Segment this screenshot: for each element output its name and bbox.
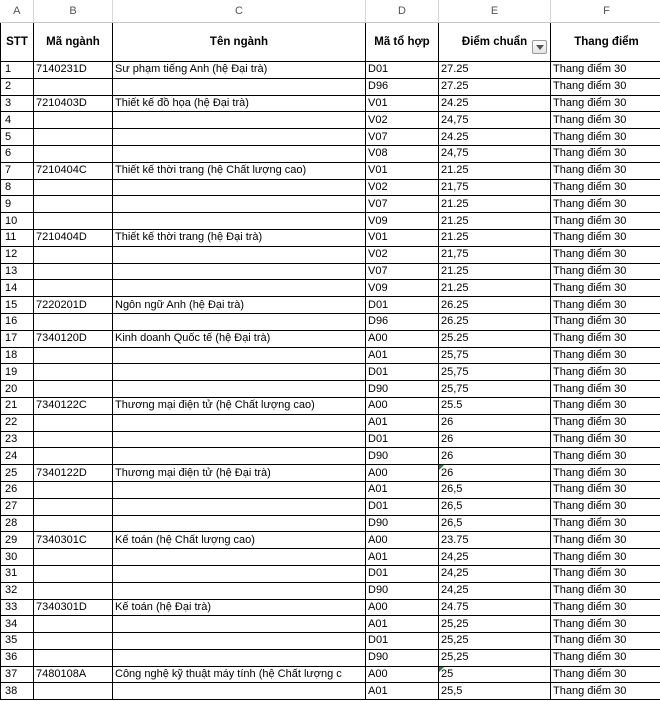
cell-stt[interactable]: 26 <box>1 481 34 498</box>
cell-stt[interactable]: 35 <box>1 633 34 650</box>
cell-ten-nganh[interactable] <box>113 649 366 666</box>
cell-thang-diem[interactable]: Thang điểm 30 <box>551 515 660 532</box>
cell-ma-nganh[interactable] <box>34 112 113 129</box>
cell-diem-chuan[interactable]: 24,75 <box>439 145 551 162</box>
cell-ma-nganh[interactable] <box>34 78 113 95</box>
cell-ma-to-hop[interactable]: V09 <box>366 213 439 230</box>
cell-thang-diem[interactable]: Thang điểm 30 <box>551 129 660 146</box>
table-row <box>1 582 660 599</box>
cell-thang-diem[interactable]: Thang điểm 30 <box>551 213 660 230</box>
cell-thang-diem[interactable]: Thang điểm 30 <box>551 565 660 582</box>
cell-thang-diem[interactable]: Thang điểm 30 <box>551 381 660 398</box>
cell-thang-diem[interactable]: Thang điểm 30 <box>551 683 660 700</box>
column-letter-row <box>1 0 660 23</box>
cell-thang-diem[interactable]: Thang điểm 30 <box>551 112 660 129</box>
table-row <box>1 162 660 179</box>
cell-ten-nganh[interactable] <box>113 549 366 566</box>
cell-ten-nganh[interactable] <box>113 582 366 599</box>
cell-diem-chuan[interactable]: 26,5 <box>439 515 551 532</box>
cell-stt[interactable]: 37 <box>1 666 34 683</box>
cell-thang-diem[interactable]: Thang điểm 30 <box>551 649 660 666</box>
cell-ma-nganh[interactable] <box>34 431 113 448</box>
table-row <box>1 381 660 398</box>
cell-ma-to-hop[interactable]: A00 <box>366 330 439 347</box>
cell-ma-nganh[interactable]: 7340122D <box>34 465 113 482</box>
cell-diem-chuan[interactable]: 24,25 <box>439 565 551 582</box>
cell-ma-nganh[interactable] <box>34 649 113 666</box>
cell-stt[interactable]: 14 <box>1 280 34 297</box>
cell-stt[interactable]: 29 <box>1 532 34 549</box>
cell-diem-chuan[interactable]: 25 <box>439 666 551 683</box>
cell-diem-chuan[interactable]: 26 <box>439 431 551 448</box>
cell-diem-chuan[interactable]: 26,5 <box>439 498 551 515</box>
cell-diem-chuan[interactable]: 25,25 <box>439 633 551 650</box>
cell-stt[interactable]: 28 <box>1 515 34 532</box>
cell-ma-nganh[interactable]: 7340122C <box>34 397 113 414</box>
cell-thang-diem[interactable]: Thang điểm 30 <box>551 431 660 448</box>
cell-stt[interactable]: 2 <box>1 78 34 95</box>
cell-stt[interactable]: 16 <box>1 313 34 330</box>
cell-ten-nganh[interactable] <box>113 145 366 162</box>
cell-ma-nganh[interactable] <box>34 582 113 599</box>
cell-ma-to-hop[interactable]: D90 <box>366 448 439 465</box>
cell-ma-to-hop[interactable]: V02 <box>366 112 439 129</box>
header-ma-to-hop[interactable]: Mã tổ hợp <box>366 23 439 62</box>
cell-ma-to-hop[interactable]: D90 <box>366 381 439 398</box>
cell-stt[interactable]: 18 <box>1 347 34 364</box>
table-row <box>1 515 660 532</box>
table-row <box>1 465 660 482</box>
cell-thang-diem[interactable]: Thang điểm 30 <box>551 330 660 347</box>
cell-diem-chuan[interactable]: 21,75 <box>439 179 551 196</box>
cell-stt[interactable]: 7 <box>1 162 34 179</box>
cell-diem-chuan[interactable]: 26.25 <box>439 297 551 314</box>
cell-ma-nganh[interactable] <box>34 414 113 431</box>
cell-ma-to-hop[interactable]: A01 <box>366 347 439 364</box>
header-stt[interactable]: STT <box>1 23 34 62</box>
cell-ma-to-hop[interactable]: A00 <box>366 397 439 414</box>
cell-ma-to-hop[interactable]: A00 <box>366 465 439 482</box>
cell-ma-nganh[interactable] <box>34 145 113 162</box>
cell-ma-nganh[interactable] <box>34 498 113 515</box>
cell-ten-nganh[interactable] <box>113 448 366 465</box>
cell-ma-to-hop[interactable]: A01 <box>366 616 439 633</box>
header-ma-nganh[interactable]: Mã ngành <box>34 23 113 62</box>
cell-diem-chuan[interactable]: 21.25 <box>439 213 551 230</box>
cell-ten-nganh[interactable] <box>113 112 366 129</box>
cell-ten-nganh[interactable] <box>113 246 366 263</box>
cell-ma-nganh[interactable] <box>34 313 113 330</box>
cell-thang-diem[interactable]: Thang điểm 30 <box>551 414 660 431</box>
cell-stt[interactable]: 22 <box>1 414 34 431</box>
cell-diem-chuan[interactable]: 24,25 <box>439 582 551 599</box>
cell-stt[interactable]: 32 <box>1 582 34 599</box>
cell-thang-diem[interactable]: Thang điểm 30 <box>551 582 660 599</box>
table-row <box>1 414 660 431</box>
cell-diem-chuan[interactable]: 25.5 <box>439 397 551 414</box>
cell-stt[interactable]: 12 <box>1 246 34 263</box>
cell-ma-to-hop[interactable]: V07 <box>366 129 439 146</box>
cell-stt[interactable]: 13 <box>1 263 34 280</box>
cell-ten-nganh[interactable] <box>113 498 366 515</box>
cell-diem-chuan[interactable]: 25,75 <box>439 381 551 398</box>
table-row <box>1 498 660 515</box>
cell-ma-to-hop[interactable]: D90 <box>366 515 439 532</box>
cell-thang-diem[interactable]: Thang điểm 30 <box>551 599 660 616</box>
cell-ten-nganh[interactable] <box>113 633 366 650</box>
cell-ma-nganh[interactable] <box>34 280 113 297</box>
cell-stt[interactable]: 36 <box>1 649 34 666</box>
cell-diem-chuan[interactable]: 24.25 <box>439 129 551 146</box>
table-row <box>1 179 660 196</box>
cell-ma-to-hop[interactable]: D96 <box>366 313 439 330</box>
cell-thang-diem[interactable]: Thang điểm 30 <box>551 347 660 364</box>
table-row <box>1 313 660 330</box>
cell-ten-nganh[interactable] <box>113 347 366 364</box>
cell-stt[interactable]: 11 <box>1 229 34 246</box>
cell-diem-chuan[interactable]: 21.25 <box>439 229 551 246</box>
header-ten-nganh[interactable]: Tên ngành <box>113 23 366 62</box>
table-row <box>1 347 660 364</box>
cell-stt[interactable]: 34 <box>1 616 34 633</box>
cell-stt[interactable]: 25 <box>1 465 34 482</box>
cell-diem-chuan[interactable]: 25,25 <box>439 649 551 666</box>
cell-ten-nganh[interactable]: Thiết kế thời trang (hệ Chất lượng cao) <box>113 162 366 179</box>
cell-stt[interactable]: 6 <box>1 145 34 162</box>
cell-diem-chuan[interactable]: 24,25 <box>439 549 551 566</box>
cell-ten-nganh[interactable] <box>113 481 366 498</box>
cell-diem-chuan[interactable]: 25,5 <box>439 683 551 700</box>
cell-stt[interactable]: 5 <box>1 129 34 146</box>
cell-ma-to-hop[interactable]: A01 <box>366 481 439 498</box>
cell-ten-nganh[interactable] <box>113 263 366 280</box>
cell-ma-nganh[interactable]: 7340120D <box>34 330 113 347</box>
cell-thang-diem[interactable]: Thang điểm 30 <box>551 397 660 414</box>
cell-diem-chuan[interactable]: 26.25 <box>439 313 551 330</box>
cell-ma-nganh[interactable]: 7210404D <box>34 229 113 246</box>
table-row <box>1 213 660 230</box>
table-row <box>1 62 660 79</box>
cell-thang-diem[interactable]: Thang điểm 30 <box>551 549 660 566</box>
cell-stt[interactable]: 21 <box>1 397 34 414</box>
cell-stt[interactable]: 15 <box>1 297 34 314</box>
cell-ten-nganh[interactable]: Thiết kế đồ họa (hệ Đại trà) <box>113 95 366 112</box>
cell-ma-to-hop[interactable]: V07 <box>366 196 439 213</box>
cell-ma-to-hop[interactable]: V01 <box>366 95 439 112</box>
table-row <box>1 599 660 616</box>
cell-diem-chuan[interactable]: 21.25 <box>439 280 551 297</box>
cell-diem-chuan[interactable]: 25,75 <box>439 347 551 364</box>
table-row <box>1 246 660 263</box>
cell-stt[interactable]: 27 <box>1 498 34 515</box>
table-row <box>1 481 660 498</box>
cell-ten-nganh[interactable] <box>113 381 366 398</box>
cell-ten-nganh[interactable] <box>113 616 366 633</box>
cell-ma-to-hop[interactable]: D01 <box>366 498 439 515</box>
table-row <box>1 229 660 246</box>
cell-ten-nganh[interactable]: Kinh doanh Quốc tế (hệ Đại trà) <box>113 330 366 347</box>
cell-ma-to-hop[interactable]: D90 <box>366 649 439 666</box>
cell-thang-diem[interactable]: Thang điểm 30 <box>551 616 660 633</box>
cell-ma-nganh[interactable] <box>34 565 113 582</box>
cell-thang-diem[interactable]: Thang điểm 30 <box>551 246 660 263</box>
cell-ten-nganh[interactable] <box>113 78 366 95</box>
column-letter-b[interactable]: B <box>34 0 113 23</box>
cell-stt[interactable]: 24 <box>1 448 34 465</box>
cell-thang-diem[interactable]: Thang điểm 30 <box>551 666 660 683</box>
table-row <box>1 649 660 666</box>
table-row <box>1 683 660 700</box>
table-row <box>1 666 660 683</box>
table-row <box>1 78 660 95</box>
cell-ma-nganh[interactable] <box>34 683 113 700</box>
cell-ma-to-hop[interactable]: D01 <box>366 297 439 314</box>
cell-thang-diem[interactable]: Thang điểm 30 <box>551 313 660 330</box>
cell-ma-nganh[interactable]: 7210403D <box>34 95 113 112</box>
cell-ten-nganh[interactable]: Ngôn ngữ Anh (hệ Đại trà) <box>113 297 366 314</box>
cell-ma-to-hop[interactable]: D90 <box>366 582 439 599</box>
cell-diem-chuan[interactable]: 25,25 <box>439 616 551 633</box>
cell-ma-nganh[interactable]: 7340301C <box>34 532 113 549</box>
cell-ma-nganh[interactable]: 7220201D <box>34 297 113 314</box>
cell-thang-diem[interactable]: Thang điểm 30 <box>551 448 660 465</box>
cell-ma-to-hop[interactable]: A01 <box>366 549 439 566</box>
table-row <box>1 633 660 650</box>
cell-stt[interactable]: 30 <box>1 549 34 566</box>
cell-diem-chuan[interactable]: 24,75 <box>439 112 551 129</box>
cell-ma-nganh[interactable] <box>34 263 113 280</box>
table-row <box>1 330 660 347</box>
cell-ma-to-hop[interactable]: A01 <box>366 414 439 431</box>
table-row <box>1 129 660 146</box>
cell-ten-nganh[interactable] <box>113 683 366 700</box>
cell-ten-nganh[interactable] <box>113 313 366 330</box>
cell-stt[interactable]: 1 <box>1 62 34 79</box>
filter-dropdown-button[interactable] <box>532 40 547 54</box>
cell-diem-chuan[interactable]: 24.75 <box>439 599 551 616</box>
cell-diem-chuan[interactable]: 21,75 <box>439 246 551 263</box>
column-letter-e[interactable]: E <box>439 0 551 23</box>
cell-stt[interactable]: 17 <box>1 330 34 347</box>
cell-thang-diem[interactable]: Thang điểm 30 <box>551 481 660 498</box>
header-row <box>1 23 660 62</box>
cell-ten-nganh[interactable]: Thương mại điện tử (hệ Đại trà) <box>113 465 366 482</box>
cell-diem-chuan[interactable]: 25,75 <box>439 364 551 381</box>
cell-ten-nganh[interactable] <box>113 364 366 381</box>
cell-ma-nganh[interactable] <box>34 129 113 146</box>
cell-ma-nganh[interactable]: 7140231D <box>34 62 113 79</box>
cell-ten-nganh[interactable]: Công nghệ kỹ thuật máy tính (hệ Chất lượng c <box>113 666 366 683</box>
cell-ma-nganh[interactable] <box>34 633 113 650</box>
cell-diem-chuan[interactable]: 23.75 <box>439 532 551 549</box>
cell-diem-chuan[interactable]: 27.25 <box>439 62 551 79</box>
cell-ten-nganh[interactable]: Kế toán (hệ Đại trà) <box>113 599 366 616</box>
table-row <box>1 549 660 566</box>
cell-ma-to-hop[interactable]: V09 <box>366 280 439 297</box>
column-letter-c[interactable]: C <box>113 0 366 23</box>
cell-ten-nganh[interactable] <box>113 565 366 582</box>
header-thang-diem[interactable]: Thang điểm <box>551 23 660 62</box>
column-letter-a[interactable]: A <box>1 0 34 23</box>
cell-stt[interactable]: 3 <box>1 95 34 112</box>
table-row <box>1 196 660 213</box>
cell-ma-nganh[interactable] <box>34 246 113 263</box>
cell-thang-diem[interactable]: Thang điểm 30 <box>551 498 660 515</box>
chevron-down-icon <box>536 45 544 50</box>
cell-stt[interactable]: 23 <box>1 431 34 448</box>
cell-ma-to-hop[interactable]: A01 <box>366 683 439 700</box>
cell-ten-nganh[interactable] <box>113 196 366 213</box>
cell-ten-nganh[interactable] <box>113 213 366 230</box>
cell-diem-chuan[interactable]: 26 <box>439 465 551 482</box>
cell-thang-diem[interactable]: Thang điểm 30 <box>551 145 660 162</box>
cell-stt[interactable]: 10 <box>1 213 34 230</box>
table-row <box>1 263 660 280</box>
cell-ten-nganh[interactable] <box>113 414 366 431</box>
cell-ma-nganh[interactable] <box>34 381 113 398</box>
cell-thang-diem[interactable]: Thang điểm 30 <box>551 280 660 297</box>
cell-ten-nganh[interactable] <box>113 280 366 297</box>
cell-thang-diem[interactable]: Thang điểm 30 <box>551 78 660 95</box>
cell-ma-to-hop[interactable]: A00 <box>366 599 439 616</box>
cell-ma-nganh[interactable] <box>34 515 113 532</box>
cell-stt[interactable]: 33 <box>1 599 34 616</box>
cell-ten-nganh[interactable] <box>113 515 366 532</box>
cell-stt[interactable]: 19 <box>1 364 34 381</box>
cell-diem-chuan[interactable]: 21.25 <box>439 162 551 179</box>
cell-ten-nganh[interactable]: Kế toán (hệ Chất lượng cao) <box>113 532 366 549</box>
cell-thang-diem[interactable]: Thang điểm 30 <box>551 532 660 549</box>
cell-ten-nganh[interactable]: Sư phạm tiếng Anh (hệ Đại trà) <box>113 62 366 79</box>
cell-ten-nganh[interactable] <box>113 179 366 196</box>
cell-thang-diem[interactable]: Thang điểm 30 <box>551 162 660 179</box>
cell-ten-nganh[interactable]: Thương mại điện tử (hệ Chất lượng cao) <box>113 397 366 414</box>
cell-thang-diem[interactable]: Thang điểm 30 <box>551 196 660 213</box>
cell-ma-nganh[interactable] <box>34 213 113 230</box>
cell-ma-to-hop[interactable]: V02 <box>366 179 439 196</box>
cell-ma-nganh[interactable] <box>34 616 113 633</box>
cell-diem-chuan[interactable]: 21.25 <box>439 263 551 280</box>
cell-ma-to-hop[interactable]: V01 <box>366 162 439 179</box>
cell-ma-nganh[interactable] <box>34 364 113 381</box>
cell-stt[interactable]: 8 <box>1 179 34 196</box>
table-row <box>1 448 660 465</box>
cell-ma-to-hop[interactable]: D01 <box>366 565 439 582</box>
cell-ten-nganh[interactable]: Thiết kế thời trang (hệ Đại trà) <box>113 229 366 246</box>
table-row <box>1 565 660 582</box>
cell-thang-diem[interactable]: Thang điểm 30 <box>551 229 660 246</box>
table-row <box>1 431 660 448</box>
cell-thang-diem[interactable]: Thang điểm 30 <box>551 364 660 381</box>
table-row <box>1 112 660 129</box>
table-row <box>1 532 660 549</box>
column-letter-f[interactable]: F <box>551 0 660 23</box>
table-row <box>1 95 660 112</box>
cell-ma-nganh[interactable]: 7340301D <box>34 599 113 616</box>
cell-ma-nganh[interactable]: 7480108A <box>34 666 113 683</box>
cell-ma-to-hop[interactable]: A00 <box>366 532 439 549</box>
header-diem-chuan: Điểm chuẩn <box>461 35 528 48</box>
cell-diem-chuan[interactable]: 24.25 <box>439 95 551 112</box>
cell-stt[interactable]: 31 <box>1 565 34 582</box>
cell-ma-to-hop[interactable]: V08 <box>366 145 439 162</box>
cell-diem-chuan[interactable]: 26 <box>439 448 551 465</box>
cell-thang-diem[interactable]: Thang điểm 30 <box>551 297 660 314</box>
cell-thang-diem[interactable]: Thang điểm 30 <box>551 633 660 650</box>
cell-thang-diem[interactable]: Thang điểm 30 <box>551 263 660 280</box>
cell-diem-chuan[interactable]: 26 <box>439 414 551 431</box>
cell-ma-to-hop[interactable]: V02 <box>366 246 439 263</box>
cell-ten-nganh[interactable] <box>113 431 366 448</box>
cell-ma-nganh[interactable] <box>34 448 113 465</box>
cell-ma-nganh[interactable] <box>34 549 113 566</box>
cell-diem-chuan[interactable]: 27.25 <box>439 78 551 95</box>
cell-stt[interactable]: 4 <box>1 112 34 129</box>
table-row <box>1 145 660 162</box>
cell-diem-chuan[interactable]: 25.25 <box>439 330 551 347</box>
table-row <box>1 616 660 633</box>
cell-ten-nganh[interactable] <box>113 129 366 146</box>
cell-stt[interactable]: 20 <box>1 381 34 398</box>
table-row <box>1 397 660 414</box>
cell-thang-diem[interactable]: Thang điểm 30 <box>551 465 660 482</box>
cell-ma-to-hop[interactable]: D01 <box>366 633 439 650</box>
table-row <box>1 364 660 381</box>
cell-ma-nganh[interactable]: 7210404C <box>34 162 113 179</box>
column-letter-d[interactable]: D <box>366 0 439 23</box>
cell-thang-diem[interactable]: Thang điểm 30 <box>551 62 660 79</box>
cell-thang-diem[interactable]: Thang điểm 30 <box>551 179 660 196</box>
cell-ma-to-hop[interactable]: D01 <box>366 62 439 79</box>
cell-stt[interactable]: 9 <box>1 196 34 213</box>
table-row <box>1 280 660 297</box>
cell-diem-chuan[interactable]: 21.25 <box>439 196 551 213</box>
header-diem-chuan-cell[interactable] <box>439 23 551 62</box>
cell-ma-nganh[interactable] <box>34 196 113 213</box>
cell-ma-to-hop[interactable]: D96 <box>366 78 439 95</box>
cell-ma-to-hop[interactable]: A00 <box>366 666 439 683</box>
cell-ma-to-hop[interactable]: D01 <box>366 364 439 381</box>
cell-ma-nganh[interactable] <box>34 347 113 364</box>
cell-thang-diem[interactable]: Thang điểm 30 <box>551 95 660 112</box>
cell-ma-nganh[interactable] <box>34 481 113 498</box>
cell-ma-nganh[interactable] <box>34 179 113 196</box>
cell-ma-to-hop[interactable]: V01 <box>366 229 439 246</box>
cell-ma-to-hop[interactable]: V07 <box>366 263 439 280</box>
cell-ma-to-hop[interactable]: D01 <box>366 431 439 448</box>
cell-diem-chuan[interactable]: 26,5 <box>439 481 551 498</box>
cell-stt[interactable]: 38 <box>1 683 34 700</box>
table-row <box>1 297 660 314</box>
